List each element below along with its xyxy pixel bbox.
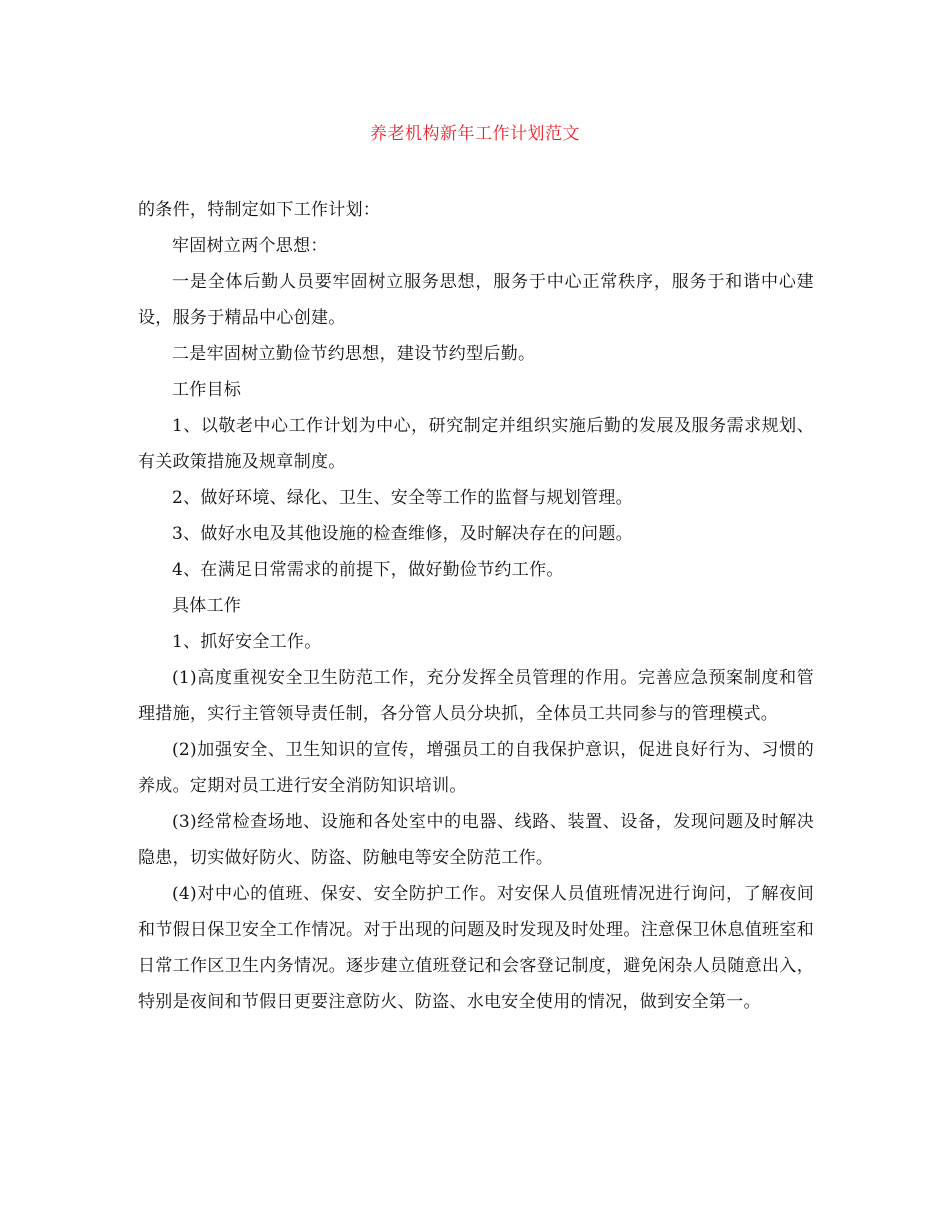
paragraph: 3、做好水电及其他设施的检查维修，及时解决存在的问题。 (172, 524, 633, 544)
section-heading: 具体工作 (172, 596, 242, 616)
paragraph: 1、以敬老中心工作计划为中心，研究制定并组织实施后勤的发展及服务需求规划、有关政策措施及规章制度。 (138, 416, 814, 472)
paragraph: 一是全体后勤人员要牢固树立服务思想，服务于中心正常秩序，服务于和谐中心建设，服务于精品中心创建。 (138, 272, 814, 328)
paragraph: (3)经常检查场地、设施和各处室中的电器、线路、装置、设备，发现问题及时解决隐患，切实做好防火、防盗、防触电等安全防范工作。 (138, 812, 814, 868)
paragraph: (1)高度重视安全卫生防范工作，充分发挥全员管理的作用。完善应急预案制度和管理措施，实行主管领导责任制，各分管人员分块抓，全体员工共同参与的管理模式。 (138, 668, 814, 724)
paragraph: 4、在满足日常需求的前提下，做好勤俭节约工作。 (172, 560, 564, 580)
document-body (138, 192, 814, 1020)
document-title: 养老机构新年工作计划范文 (370, 124, 580, 144)
paragraph: (2)加强安全、卫生知识的宣传，增强员工的自我保护意识，促进良好行为、习惯的养成。定期对员工进行安全消防知识培训。 (138, 740, 814, 796)
paragraph: 二是牢固树立勤俭节约思想，建设节约型后勤。 (172, 344, 536, 364)
paragraph: 牢固树立两个思想： (172, 236, 328, 256)
paragraph: 2、做好环境、绿化、卫生、安全等工作的监督与规划管理。 (172, 488, 633, 508)
section-heading: 工作目标 (172, 380, 242, 400)
paragraph: 1、抓好安全工作。 (172, 632, 322, 652)
paragraph: (4)对中心的值班、保安、安全防护工作。对安保人员值班情况进行询问，了解夜间和节假日保卫安全工作情况。对于出现的问题及时发现及时处理。注意保卫休息值班室和日常工作区卫生内务情况。逐步建立值班登记和会客登记制度，避免闲杂人员随意出入，特别是夜间和节假日更要注意防火、防盗、水电安全使用的情况，做到安全第一。 (138, 884, 814, 1012)
paragraph: 的条件，特制定如下工作计划： (138, 200, 381, 220)
